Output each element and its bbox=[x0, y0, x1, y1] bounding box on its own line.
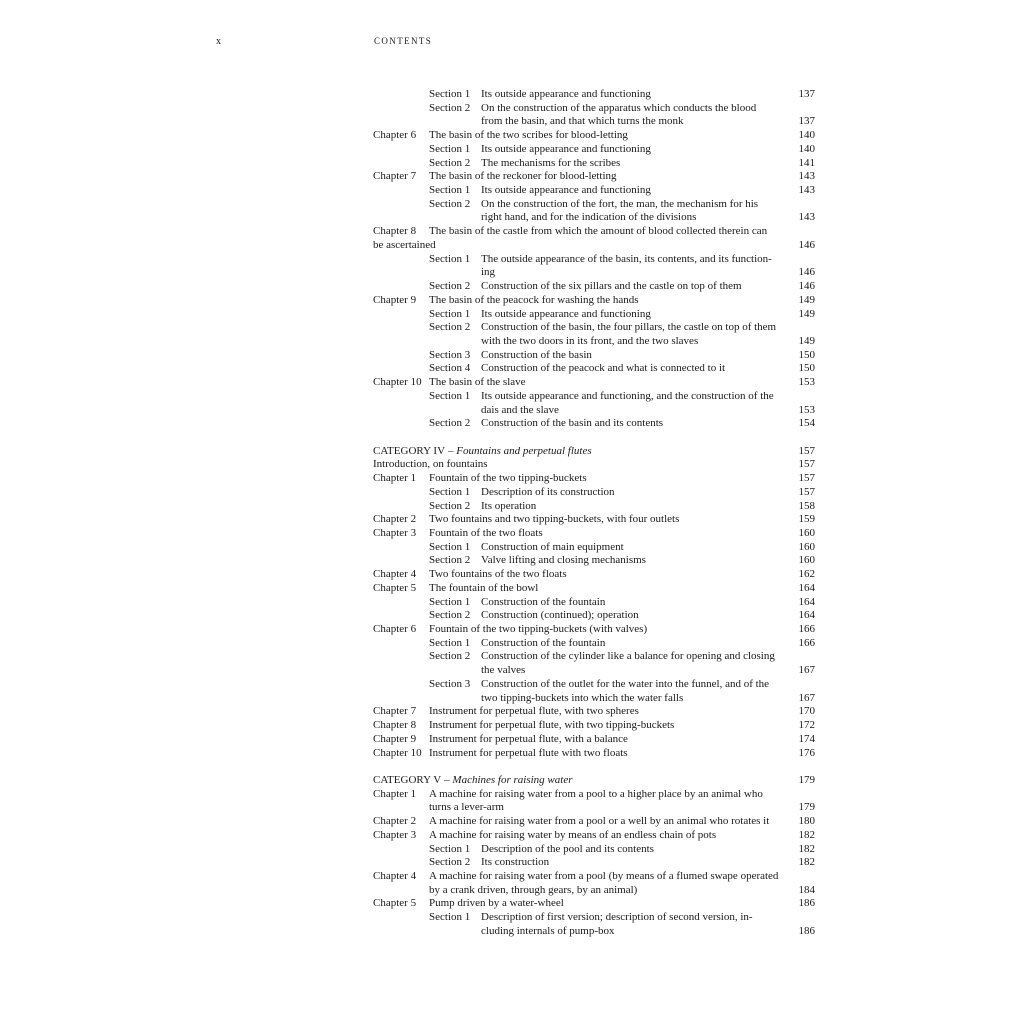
category-dash: – bbox=[448, 444, 457, 457]
toc-entry-title: Construction of the basin, the four pillars, the castle on top of them bbox=[481, 321, 777, 334]
toc-page-number: 167 bbox=[798, 691, 815, 704]
toc-page-number: 137 bbox=[798, 115, 815, 128]
toc-continuation-row bbox=[373, 404, 815, 418]
toc-entry-title: Construction (continued); operation bbox=[481, 609, 639, 622]
toc-continuation-row bbox=[373, 664, 815, 678]
category-dash: – bbox=[444, 773, 453, 786]
toc-entry-title: Two fountains and two tipping-buckets, with four outlets bbox=[429, 513, 680, 526]
toc-row bbox=[373, 417, 815, 431]
toc-entry-label: Section 2 bbox=[429, 101, 471, 114]
running-head: CONTENTS bbox=[374, 36, 433, 46]
toc-row bbox=[373, 856, 815, 870]
toc-entry-label: Section 2 bbox=[429, 554, 471, 567]
toc-page-number: 158 bbox=[798, 499, 815, 512]
toc-page-number: 172 bbox=[798, 719, 815, 732]
toc-page-number: 149 bbox=[798, 307, 815, 320]
toc-page-number: 179 bbox=[798, 773, 815, 786]
toc-page-number: 157 bbox=[798, 485, 815, 498]
toc-entry-label: Section 1 bbox=[429, 88, 471, 100]
toc-entry-title: Construction of the six pillars and the castle on top of them bbox=[481, 280, 742, 293]
toc-continuation-row bbox=[373, 115, 815, 129]
toc-entry-title: The basin of the castle from which the amount of blood collected therein can bbox=[429, 225, 768, 238]
toc-entry-title: Its outside appearance and functioning bbox=[481, 142, 651, 155]
toc-entry-label: Section 2 bbox=[429, 609, 471, 622]
toc-row bbox=[373, 349, 815, 363]
toc-row bbox=[373, 788, 815, 802]
toc-entry-label: Section 2 bbox=[429, 156, 471, 169]
toc-entry-title: be ascertained bbox=[373, 238, 436, 251]
toc-continuation-row bbox=[373, 266, 815, 280]
toc-entry-title: On the construction of the fort, the man, the mechanism for his bbox=[481, 197, 759, 210]
toc-entry-title: Construction of main equipment bbox=[481, 540, 624, 553]
toc-entry-title: A machine for raising water from a pool to a higher place by an animal who bbox=[429, 787, 763, 800]
toc-entry-label: Section 2 bbox=[429, 650, 471, 663]
toc-entry-label: Section 1 bbox=[429, 842, 471, 855]
toc-entry-label: Section 1 bbox=[429, 184, 471, 197]
toc-row bbox=[373, 650, 815, 664]
toc-entry-label: Chapter 5 bbox=[373, 897, 417, 910]
toc-entry-title: Instrument for perpetual flute, with a balance bbox=[429, 732, 628, 745]
toc-page-number: 174 bbox=[798, 732, 815, 745]
toc-page-number: 182 bbox=[798, 856, 815, 869]
toc-entry-title: Description of the pool and its contents bbox=[481, 842, 654, 855]
toc-row bbox=[373, 157, 815, 171]
toc-entry-label: Chapter 8 bbox=[373, 719, 417, 732]
toc-entry-label: Section 2 bbox=[429, 197, 471, 210]
toc-page-number: 167 bbox=[798, 664, 815, 677]
toc-entry-title: Construction of the fountain bbox=[481, 636, 606, 649]
toc-entry-title: A machine for raising water from a pool or a well by an animal who rotates it bbox=[429, 815, 770, 828]
toc-entry-label: Chapter 1 bbox=[373, 472, 417, 485]
toc-row bbox=[373, 472, 815, 486]
toc-page-number: 157 bbox=[798, 444, 815, 457]
toc-page-number: 149 bbox=[798, 334, 815, 347]
toc-entry-title: The basin of the slave bbox=[429, 376, 526, 389]
toc-entry-label: Chapter 10 bbox=[373, 376, 422, 389]
toc-entry-title: two tipping-buckets into which the water falls bbox=[481, 691, 684, 704]
toc-entry-title: Fountain of the two tipping-buckets bbox=[429, 472, 587, 485]
toc-page-number: 146 bbox=[798, 280, 815, 293]
toc-entry-label: Chapter 8 bbox=[373, 225, 417, 238]
toc-entry-title: The basin of the peacock for washing the hands bbox=[429, 293, 639, 306]
toc-page-number: 153 bbox=[798, 376, 815, 389]
toc-row bbox=[373, 184, 815, 198]
toc-page-number: 186 bbox=[798, 924, 815, 937]
toc-row bbox=[373, 294, 815, 308]
toc-row bbox=[373, 198, 815, 212]
toc-entry-title: Its outside appearance and functioning, and the construction of the bbox=[481, 389, 774, 402]
toc-row bbox=[373, 541, 815, 555]
toc-entry-label: Section 1 bbox=[429, 485, 471, 498]
toc-row bbox=[373, 308, 815, 322]
toc-entry-label: Chapter 3 bbox=[373, 527, 417, 539]
toc-page-number: 157 bbox=[798, 458, 815, 471]
toc-page-number: 162 bbox=[798, 568, 815, 581]
toc-entry-title: with the two doors in its front, and the two slaves bbox=[481, 334, 699, 347]
toc-entry-title: by a crank driven, through gears, by an animal) bbox=[429, 883, 638, 896]
toc-entry-label: Section 4 bbox=[429, 362, 471, 375]
toc-row bbox=[373, 609, 815, 623]
toc-entry-title: Fountain of the two tipping-buckets (with valves) bbox=[429, 623, 648, 636]
toc-page-number: 149 bbox=[798, 293, 815, 306]
toc-entry-title: Its construction bbox=[481, 856, 550, 869]
toc-entry-label: Chapter 9 bbox=[373, 732, 417, 745]
toc-page-number: 154 bbox=[798, 417, 815, 430]
toc-page-number: 164 bbox=[798, 595, 815, 608]
toc-page-number: 143 bbox=[798, 184, 815, 197]
toc-row bbox=[373, 815, 815, 829]
toc-entry-label: Section 2 bbox=[429, 321, 471, 334]
category-name: CATEGORY IV bbox=[373, 444, 446, 457]
toc-entry-title: Instrument for perpetual flute, with two spheres bbox=[429, 705, 639, 718]
toc-entry-label: Section 2 bbox=[429, 280, 471, 293]
toc-entry-title: Its outside appearance and functioning bbox=[481, 184, 651, 197]
toc-entry-title: The mechanisms for the scribes bbox=[481, 156, 621, 169]
toc-entry-label: Section 1 bbox=[429, 595, 471, 608]
toc-page-number: 176 bbox=[798, 746, 815, 759]
toc-row bbox=[373, 102, 815, 116]
toc-row bbox=[373, 678, 815, 692]
toc-entry-title: Instrument for perpetual flute, with two tipping-buckets bbox=[429, 719, 675, 732]
toc-entry-title: Two fountains of the two floats bbox=[429, 568, 567, 581]
toc-row bbox=[373, 500, 815, 514]
toc-entry-title: Pump driven by a water-wheel bbox=[429, 897, 564, 910]
toc-page-number: 180 bbox=[798, 815, 815, 828]
toc-entry-label: Section 1 bbox=[429, 389, 471, 402]
toc-continuation-row bbox=[373, 801, 815, 815]
toc-row bbox=[373, 623, 815, 637]
toc-page-number: 150 bbox=[798, 362, 815, 375]
toc-entry-label: Section 1 bbox=[429, 252, 471, 265]
toc-category-row bbox=[373, 774, 815, 788]
toc-row bbox=[373, 458, 815, 472]
toc-row bbox=[373, 321, 815, 335]
toc-entry-label: Section 1 bbox=[429, 540, 471, 553]
toc-entry-title: cluding internals of pump-box bbox=[481, 924, 615, 937]
toc-continuation-row bbox=[373, 884, 815, 898]
toc-entry-label: Section 1 bbox=[429, 307, 471, 320]
toc-page-number: 143 bbox=[798, 170, 815, 183]
table-of-contents bbox=[373, 88, 815, 939]
toc-entry-label: Chapter 6 bbox=[373, 129, 417, 142]
toc-entry-title: The basin of the two scribes for blood-letting bbox=[429, 129, 628, 142]
toc-entry-label: Chapter 10 bbox=[373, 746, 422, 759]
toc-row bbox=[373, 390, 815, 404]
toc-row bbox=[373, 911, 815, 925]
toc-entry-title: from the basin, and that which turns the monk bbox=[481, 115, 684, 128]
toc-page-number: 160 bbox=[798, 527, 815, 539]
toc-page-number: 159 bbox=[798, 513, 815, 526]
toc-entry-label: Chapter 2 bbox=[373, 815, 417, 828]
toc-row bbox=[373, 747, 815, 761]
toc-entry-title: Construction of the basin bbox=[481, 348, 592, 361]
toc-category-heading bbox=[373, 774, 573, 788]
toc-page-number: 164 bbox=[798, 581, 815, 594]
toc-page-number: 182 bbox=[798, 828, 815, 841]
toc-row bbox=[373, 843, 815, 857]
toc-entry-title: Its outside appearance and functioning bbox=[481, 307, 651, 320]
category-title: Fountains and perpetual flutes bbox=[456, 444, 592, 457]
toc-entry-title: Its operation bbox=[481, 499, 537, 512]
toc-page-number: 170 bbox=[798, 705, 815, 718]
toc-entry-title: the valves bbox=[481, 664, 526, 677]
toc-row bbox=[373, 554, 815, 568]
toc-entry-title: dais and the slave bbox=[481, 403, 559, 416]
toc-category-heading bbox=[373, 445, 592, 459]
toc-entry-title: The outside appearance of the basin, its contents, and its function- bbox=[481, 252, 772, 265]
toc-row bbox=[373, 719, 815, 733]
toc-row bbox=[373, 513, 815, 527]
toc-entry-title: Construction of the fountain bbox=[481, 595, 606, 608]
toc-page-number: 141 bbox=[798, 156, 815, 169]
toc-entry-label: Chapter 7 bbox=[373, 705, 417, 718]
toc-page-number: 157 bbox=[798, 472, 815, 485]
toc-entry-label: Section 2 bbox=[429, 856, 471, 869]
toc-entry-title: ing bbox=[481, 266, 496, 279]
toc-entry-title: The fountain of the bowl bbox=[429, 581, 539, 594]
toc-row bbox=[373, 280, 815, 294]
toc-entry-label: Section 1 bbox=[429, 142, 471, 155]
toc-row bbox=[373, 225, 815, 239]
toc-entry-label: Section 1 bbox=[429, 911, 471, 924]
toc-row bbox=[373, 637, 815, 651]
toc-entry-title: Fountain of the two floats bbox=[429, 527, 543, 539]
category-name: CATEGORY V bbox=[373, 773, 442, 786]
toc-continuation-row bbox=[373, 925, 815, 939]
toc-entry-label: Chapter 4 bbox=[373, 869, 417, 882]
toc-page-number: 182 bbox=[798, 842, 815, 855]
toc-entry-label: Section 3 bbox=[429, 348, 471, 361]
toc-row bbox=[373, 733, 815, 747]
toc-entry-label: Chapter 5 bbox=[373, 581, 417, 594]
toc-entry-label: Chapter 3 bbox=[373, 828, 417, 841]
toc-entry-label: Chapter 1 bbox=[373, 787, 417, 800]
toc-row bbox=[373, 170, 815, 184]
toc-entry-label: Section 3 bbox=[429, 677, 471, 690]
toc-entry-title: On the construction of the apparatus which conducts the blood bbox=[481, 101, 757, 114]
toc-page-number: 160 bbox=[798, 540, 815, 553]
toc-page-number: 150 bbox=[798, 348, 815, 361]
toc-continuation-row bbox=[373, 239, 815, 253]
toc-entry-label: Chapter 6 bbox=[373, 623, 417, 636]
toc-row bbox=[373, 582, 815, 596]
toc-row bbox=[373, 253, 815, 267]
toc-entry-label: Section 2 bbox=[429, 499, 471, 512]
toc-continuation-row bbox=[373, 692, 815, 706]
toc-page-number: 140 bbox=[798, 142, 815, 155]
toc-entry-title: Description of its construction bbox=[481, 485, 615, 498]
toc-page-number: 146 bbox=[798, 266, 815, 279]
toc-page-number: 143 bbox=[798, 211, 815, 224]
toc-entry-label: Chapter 2 bbox=[373, 513, 417, 526]
toc-entry-title: Construction of the outlet for the water into the funnel, and of the bbox=[481, 677, 770, 690]
toc-row bbox=[373, 376, 815, 390]
toc-continuation-row bbox=[373, 211, 815, 225]
toc-page-number: 179 bbox=[798, 801, 815, 814]
toc-row bbox=[373, 88, 815, 102]
toc-entry-title: Construction of the basin and its contents bbox=[481, 417, 664, 430]
toc-entry-title: Its outside appearance and functioning bbox=[481, 88, 651, 100]
toc-entry-title: Valve lifting and closing mechanisms bbox=[481, 554, 646, 567]
toc-page-number: 166 bbox=[798, 623, 815, 636]
toc-entry-title: A machine for raising water by means of an endless chain of pots bbox=[429, 828, 717, 841]
toc-page-number: 140 bbox=[798, 129, 815, 142]
toc-row bbox=[373, 705, 815, 719]
toc-entry-label: Chapter 7 bbox=[373, 170, 417, 183]
toc-row bbox=[373, 829, 815, 843]
toc-entry-label: Section 1 bbox=[429, 636, 471, 649]
toc-entry-label: Section 2 bbox=[429, 417, 471, 430]
toc-row bbox=[373, 129, 815, 143]
toc-continuation-row bbox=[373, 335, 815, 349]
toc-entry-label: Chapter 4 bbox=[373, 568, 417, 581]
toc-page-number: 137 bbox=[798, 88, 815, 100]
toc-entry-title: Construction of the peacock and what is connected to it bbox=[481, 362, 726, 375]
toc-page-number: 153 bbox=[798, 403, 815, 416]
toc-entry-title: The basin of the reckoner for blood-letting bbox=[429, 170, 617, 183]
toc-entry-label: Chapter 9 bbox=[373, 293, 417, 306]
toc-entry-title: Description of first version; description of second version, in- bbox=[481, 911, 753, 924]
toc-row bbox=[373, 568, 815, 582]
toc-page-number: 164 bbox=[798, 609, 815, 622]
toc-entry-title: A machine for raising water from a pool (by means of a flumed swape operated bbox=[429, 869, 779, 882]
toc-row bbox=[373, 143, 815, 157]
toc-entry-title: Instrument for perpetual flute with two floats bbox=[429, 746, 628, 759]
toc-page-number: 186 bbox=[798, 897, 815, 910]
toc-page-number: 166 bbox=[798, 636, 815, 649]
category-title: Machines for raising water bbox=[452, 773, 573, 786]
toc-entry-title: turns a lever-arm bbox=[429, 801, 504, 814]
toc-row bbox=[373, 596, 815, 610]
toc-page-number: 146 bbox=[798, 238, 815, 251]
toc-row bbox=[373, 486, 815, 500]
toc-row bbox=[373, 527, 815, 541]
toc-entry-title: Construction of the cylinder like a balance for opening and closing bbox=[481, 650, 775, 663]
toc-row bbox=[373, 362, 815, 376]
toc-page-number: 160 bbox=[798, 554, 815, 567]
toc-row bbox=[373, 870, 815, 884]
page-number: x bbox=[216, 36, 222, 47]
toc-row bbox=[373, 897, 815, 911]
toc-entry-title: right hand, and for the indication of the divisions bbox=[481, 211, 697, 224]
toc-entry-title: Introduction, on fountains bbox=[373, 458, 488, 471]
toc-category-row bbox=[373, 445, 815, 459]
toc-page-number: 184 bbox=[798, 883, 815, 896]
